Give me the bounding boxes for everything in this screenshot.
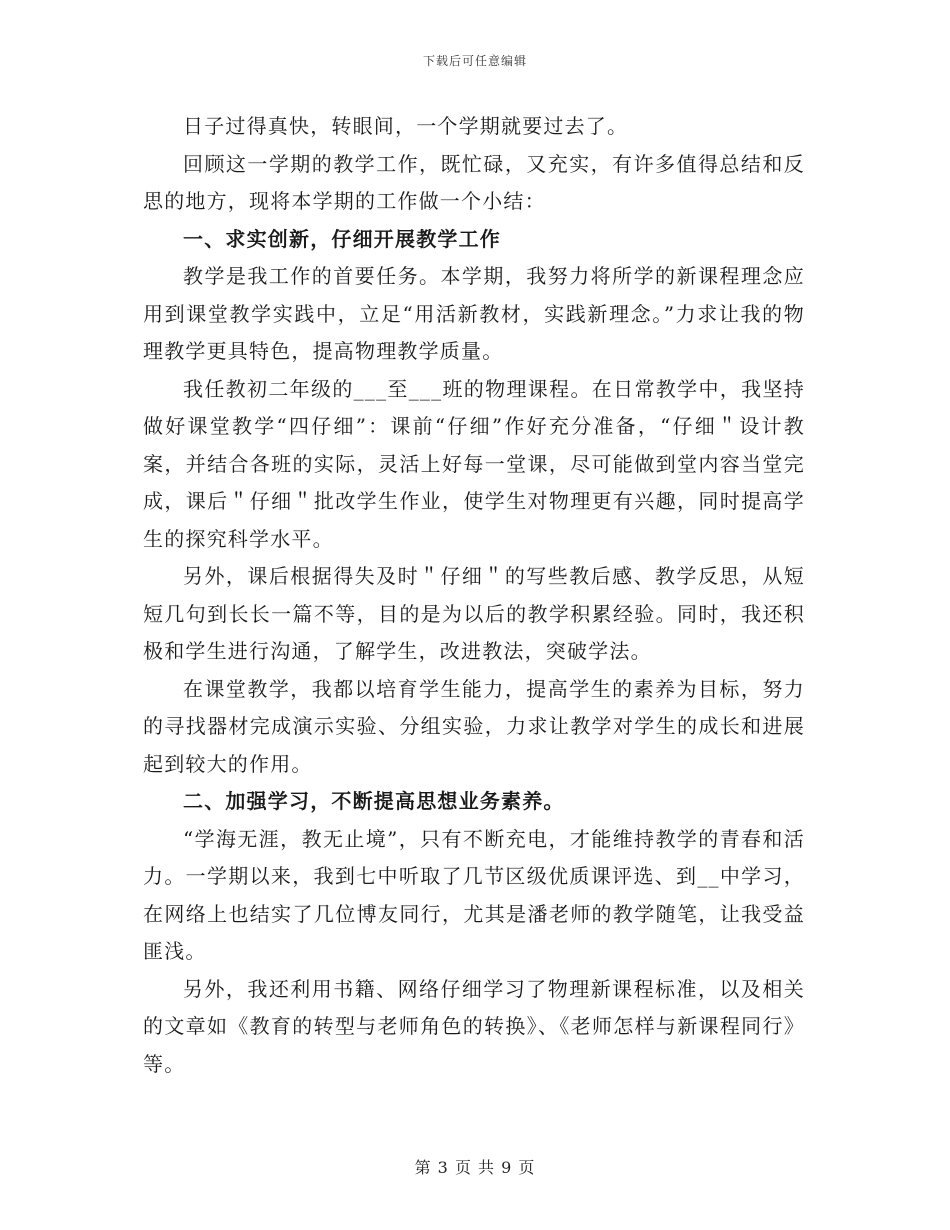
paragraph: 另外，我还利用书籍、网络仔细学习了物理新课程标准，以及相关的文章如《教育的转型与老师角色的转换》、《老师怎样与新课程同行》等。 xyxy=(143,976,805,1076)
paragraph: 日子过得真快，转眼间，一个学期就要过去了。 xyxy=(183,114,629,138)
page-number-footer: 第 3 页 共 9 页 xyxy=(414,1158,536,1177)
section-heading: 二、加强学习，不断提高思想业务素养。 xyxy=(183,789,565,813)
paragraph: 在课堂教学，我都以培育学生能力，提高学生的素养为目标，努力的寻找器材完成演示实验、分组实验，力求让教学对学生的成长和进展起到较大的作用。 xyxy=(143,676,805,776)
paragraph: 另外，课后根据得失及时＂仔细＂的写些教后感、教学反思，从短短几句到长长一篇不等，目的是为以后的教学积累经验。同时，我还积极和学生进行沟通，了解学生，改进教法，突破学法。 xyxy=(143,564,805,663)
paragraph: 回顾这一学期的教学工作，既忙碌，又充实，有许多值得总结和反思的地方，现将本学期的工作做一个小结： xyxy=(143,151,805,213)
document-body xyxy=(143,108,805,1083)
paragraph: “学海无涯，教无止境”，只有不断充电，才能维持教学的青春和活力。一学期以来，我到七中听取了几节区级优质课评选、到__中学习，在网络上也结实了几位博友同行，尤其是潘老师的教学随笔，让我受益匪浅。 xyxy=(143,826,805,963)
section-heading: 一、求实创新，仔细开展教学工作 xyxy=(183,226,501,251)
paragraph: 教学是我工作的首要任务。本学期，我努力将所学的新课程理念应用到课堂教学实践中，立足“用活新教材，实践新理念。”力求让我的物理教学更具特色，提高物理教学质量。 xyxy=(143,264,805,363)
paragraph: 我任教初二年级的___至___班的物理课程。在日常教学中，我坚持做好课堂教学“四仔细”：课前“仔细”作好充分准备，“仔细＂设计教案，并结合各班的实际，灵活上好每一堂课，尽可能做到堂内容当堂完成，课后＂仔细＂批改学生作业，使学生对物理更有兴趣，同时提高学生的探究科学水平。 xyxy=(143,376,805,551)
header-note: 下载后可任意编辑 xyxy=(422,54,527,68)
